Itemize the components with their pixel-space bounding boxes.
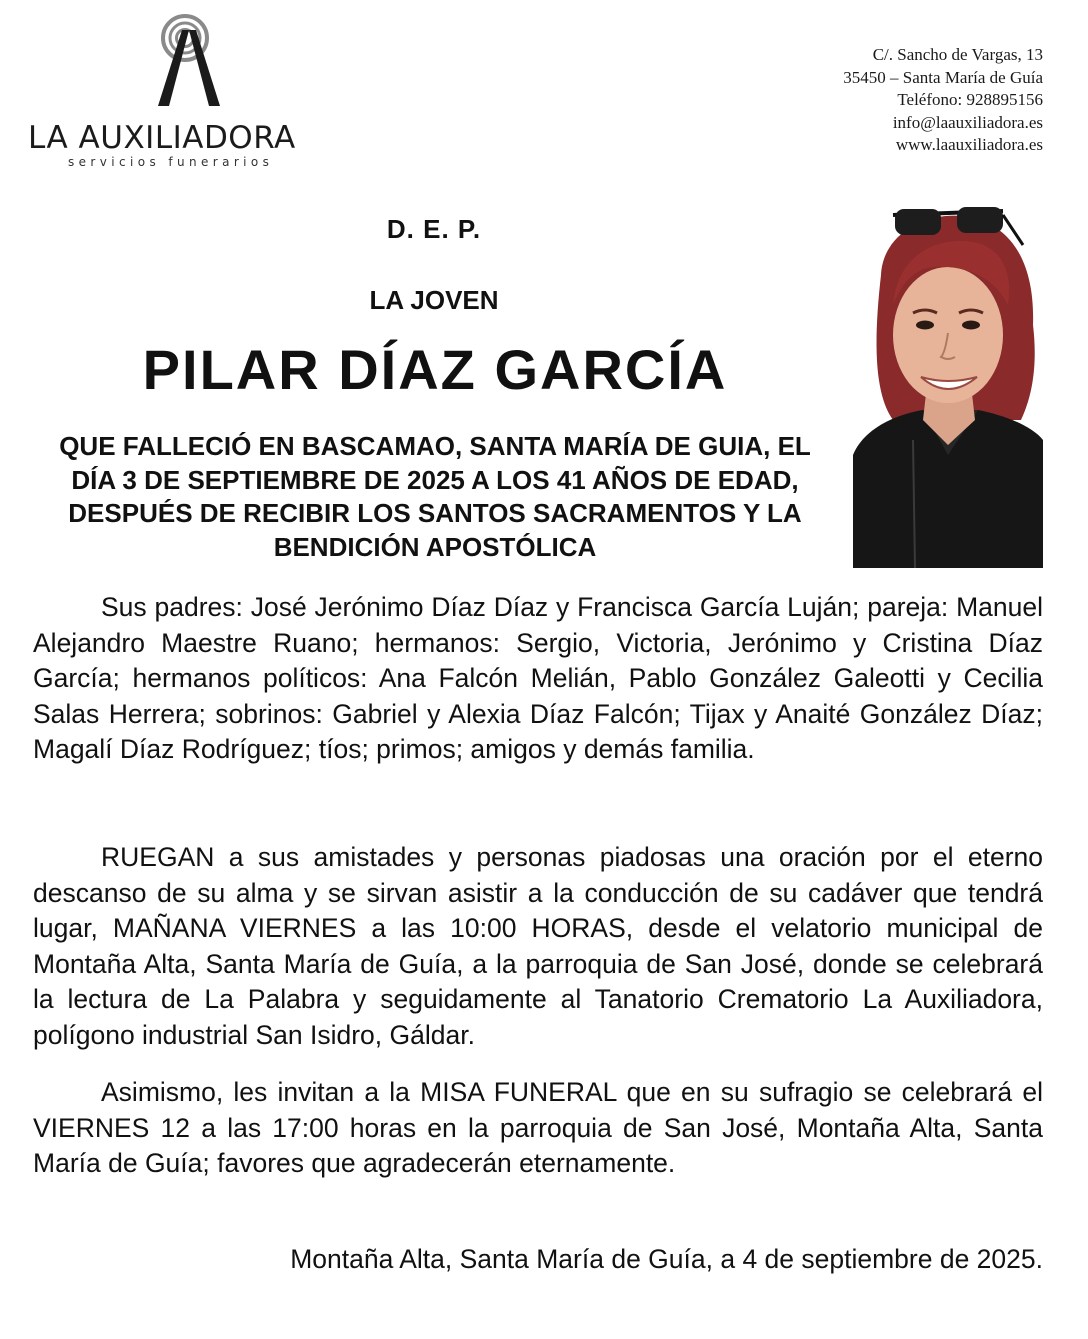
contact-block [843,44,1043,157]
logo-tagline: servicios funerarios [68,155,274,169]
contact-phone: Teléfono: 928895156 [897,90,1043,109]
dep-heading: D. E. P. [386,214,482,244]
contact-website: www.laauxiliadora.es [895,135,1043,154]
deceased-name: PILAR DÍAZ GARCÍA [142,338,728,401]
contact-address-line1: C/. Sancho de Vargas, 13 [872,45,1043,64]
family-paragraph: Sus padres: José Jerónimo Díaz Díaz y Francisca García Luján; pareja: Manuel Alejandro Maestre Ruano; hermanos: Sergio, Victoria, Jerónimo y Cristina Díaz García; hermanos políticos: Ana Falcón Melián, Pablo González Galeotti y Cecilia Salas Herrera; sobrinos: Gabriel y Alexia Díaz Falcón; Tijax y Anaité González Díaz; Magalí Díaz Rodríguez; tíos; primos; amigos y demás familia. [33,592,1043,765]
portrait-photo [853,205,1043,568]
logo-mark-icon [138,14,248,110]
intro-label: LA JOVEN [369,285,499,315]
mass-paragraph: Asimismo, les invitan a la MISA FUNERAL que en su sufragio se celebrará el VIERNES 12 a las 17:00 horas en la parroquia de San José, Montaña Alta, Santa María de Guía; favores que agradecerán eternamente. [33,1077,1043,1179]
contact-address-line2: 35450 – Santa María de Guía [843,67,1043,87]
company-logo [28,14,358,174]
contact-email: info@laauxiliadora.es [892,112,1043,132]
portrait-photo-icon [853,205,1043,568]
logo-name: LA AUXILIADORA [28,120,296,156]
closing-line: Montaña Alta, Santa María de Guía, a 4 de septiembre de 2025. [290,1244,1043,1274]
ceremony-paragraph: RUEGAN a sus amistades y personas piadosas una oración por el eterno descanso de su alma y se sirvan asistir a la conducción de su cadáver que tendrá lugar, MAÑANA VIERNES a las 10:00 HORAS, desde el velatorio municipal de Montaña Alta, Santa María de Guía, a la parroquia de San José, donde se celebrará la lectura de La Palabra y seguidamente al Tanatorio Crematorio La Auxiliadora, polígono industrial San Isidro, Gáldar. [33,842,1043,1050]
death-statement: QUE FALLECIÓ EN BASCAMAO, SANTA MARÍA DE GUIA, EL DÍA 3 DE SEPTIEMBRE DE 2025 A LOS 41 AÑOS DE EDAD, DESPUÉS DE RECIBIR LOS SANTOS SACRAMENTOS Y LA BENDICIÓN APOSTÓLICA [59,431,811,562]
